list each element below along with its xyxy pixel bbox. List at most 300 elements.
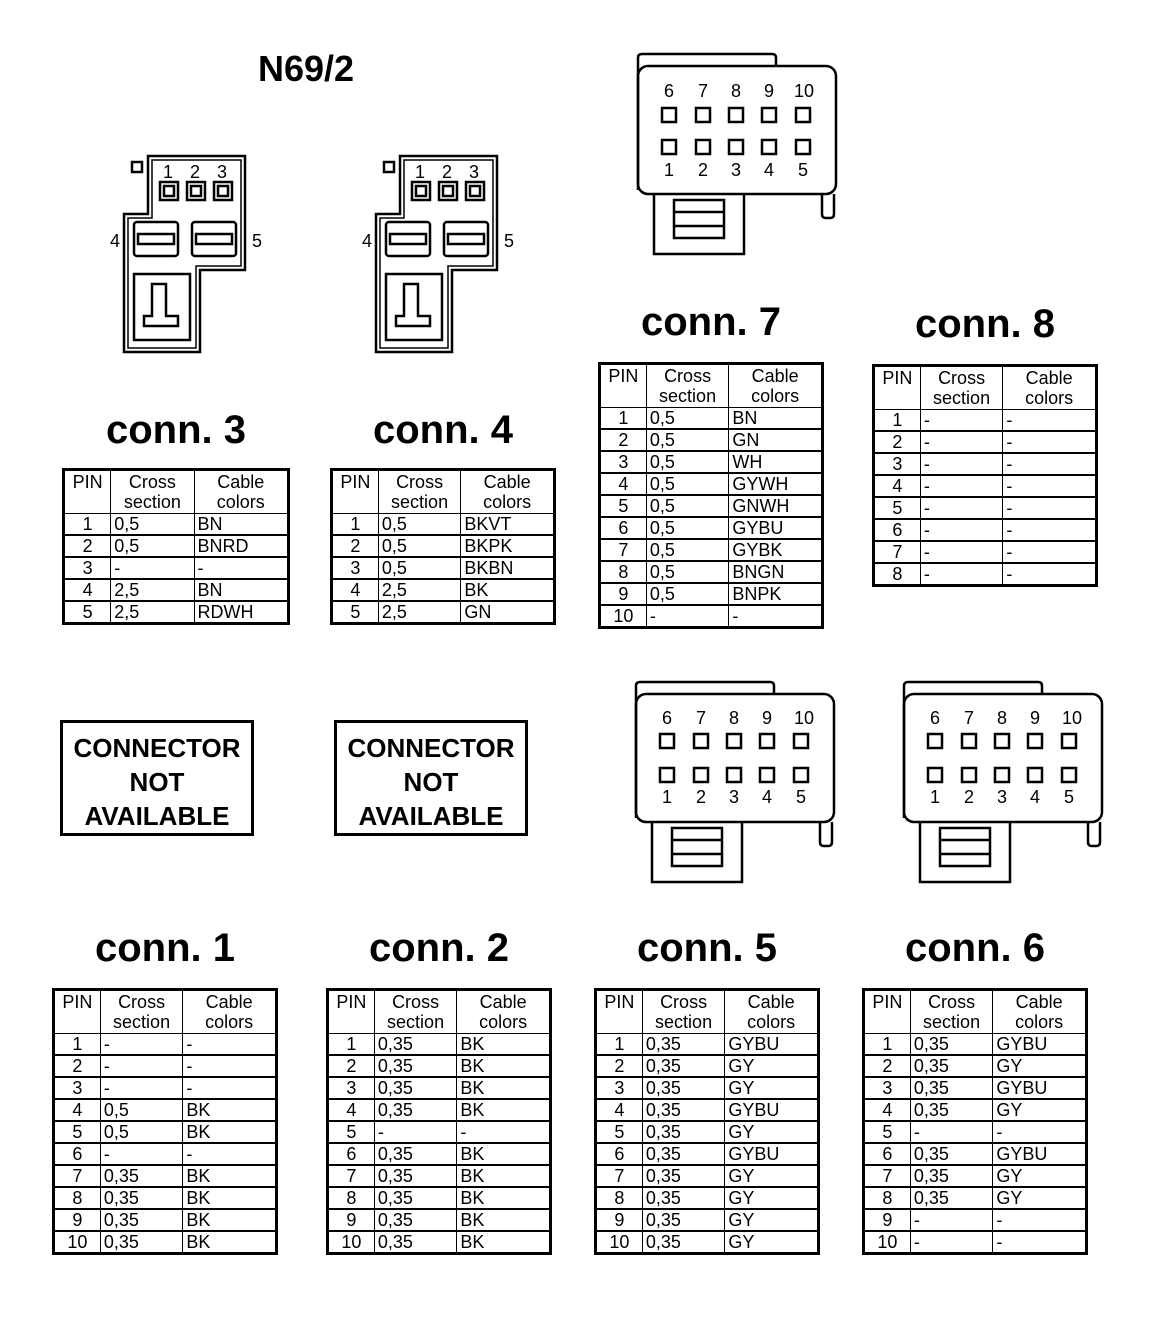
header-pin-text: PIN: [336, 992, 367, 1012]
pin-cell: 8: [328, 1187, 375, 1209]
table-row: [54, 1034, 277, 1056]
header-pin-text: PIN: [604, 992, 635, 1012]
cable-color-cell: BNGN: [729, 561, 823, 583]
table-row: [332, 557, 555, 579]
cross-section-cell: 0,35: [910, 1099, 993, 1121]
conn5-pin-label: 8: [729, 708, 740, 728]
cable-color-cell: BK: [183, 1209, 277, 1231]
cross-section-cell: 0,35: [642, 1187, 725, 1209]
cross-section-cell: 0,35: [374, 1143, 457, 1165]
table-row: [874, 519, 1097, 541]
conn7-pin-label: 2: [698, 160, 709, 180]
cable-color-cell: BK: [183, 1231, 277, 1254]
conn7-pin-label: 4: [764, 160, 775, 180]
table-row: [64, 601, 289, 624]
header-section-text: section: [933, 388, 991, 408]
cable-color-cell: GN: [729, 429, 823, 451]
header-cable-text: Cable: [1015, 992, 1063, 1012]
cross-section-cell: 0,35: [642, 1231, 725, 1254]
table-row: [874, 497, 1097, 519]
pin-cell: 8: [864, 1187, 911, 1209]
conn6-pin-label: 7: [964, 708, 975, 728]
conn5-pin-label: 1: [662, 787, 673, 807]
conn4-pin-label: 2: [442, 162, 453, 182]
pin-cell: 6: [54, 1143, 101, 1165]
cross-section-cell: 0,35: [100, 1209, 183, 1231]
conn5-pin-label: 6: [662, 708, 673, 728]
cable-color-cell: BK: [457, 1187, 551, 1209]
cable-color-cell: GYWH: [729, 473, 823, 495]
conn6-pin-label: 4: [1030, 787, 1041, 807]
conn1-not-available-box: [60, 720, 254, 836]
table-row: [874, 541, 1097, 563]
not-available-line: CONNECTOR: [347, 733, 515, 763]
column-header: [729, 364, 823, 408]
table-row: [600, 408, 823, 430]
conn6-pin-label: 2: [964, 787, 975, 807]
table-row: [64, 535, 289, 557]
pin-cell: 2: [54, 1055, 101, 1077]
table-row: [596, 1209, 819, 1231]
column-header: [596, 990, 643, 1034]
pin-cell: 10: [596, 1231, 643, 1254]
header-section-text: section: [923, 1012, 981, 1032]
cross-section-cell: 0,35: [642, 1034, 725, 1056]
cross-section-cell: 0,5: [378, 514, 461, 536]
table-row: [328, 1034, 551, 1056]
table-row: [54, 1209, 277, 1231]
pin-cell: 1: [596, 1034, 643, 1056]
column-header: [600, 364, 647, 408]
pin-cell: 10: [54, 1231, 101, 1254]
conn6-pin-label: 6: [930, 708, 941, 728]
conn6-drawing: [898, 678, 1108, 888]
pin-cell: 9: [596, 1209, 643, 1231]
pin-cell: 6: [596, 1143, 643, 1165]
table-row: [864, 1034, 1087, 1056]
pin-cell: 1: [600, 408, 647, 430]
cable-color-cell: BKBN: [461, 557, 555, 579]
pin-cell: 7: [600, 539, 647, 561]
not-available-line: AVAILABLE: [358, 801, 504, 831]
pin-cell: 1: [864, 1034, 911, 1056]
conn5-pin-label: 4: [762, 787, 773, 807]
cross-section-cell: 0,35: [374, 1055, 457, 1077]
column-header: [328, 990, 375, 1034]
conn5-pin-label: 3: [729, 787, 740, 807]
cross-section-cell: 0,35: [910, 1187, 993, 1209]
header-cross-text: Cross: [392, 992, 440, 1012]
pin-cell: 9: [600, 583, 647, 605]
cross-section-cell: 0,5: [646, 561, 729, 583]
cable-color-cell: BK: [461, 579, 555, 601]
column-header: [54, 990, 101, 1034]
table-header-row: [874, 366, 1097, 410]
table-row: [64, 514, 289, 536]
table-row: [332, 579, 555, 601]
cross-section-cell: 0,5: [646, 451, 729, 473]
table-row: [64, 557, 289, 579]
cross-section-cell: 0,35: [910, 1077, 993, 1099]
table-row: [596, 1231, 819, 1254]
table-row: [54, 1077, 277, 1099]
cross-section-cell: -: [374, 1121, 457, 1143]
pin-cell: 1: [332, 514, 379, 536]
header-section-text: section: [655, 1012, 713, 1032]
cable-color-cell: GY: [725, 1165, 819, 1187]
conn7-title: conn. 7: [640, 300, 782, 344]
conn3-pin-label: 1: [163, 162, 174, 182]
cross-section-cell: 0,35: [100, 1231, 183, 1254]
cross-section-cell: 0,35: [910, 1165, 993, 1187]
header-cable-text: Cable: [205, 992, 253, 1012]
pin-cell: 5: [64, 601, 111, 624]
not-available-line: AVAILABLE: [84, 801, 230, 831]
pin-cell: 5: [54, 1121, 101, 1143]
header-pin-text: PIN: [62, 992, 93, 1012]
cable-color-cell: GYBU: [729, 517, 823, 539]
pin-cell: 4: [596, 1099, 643, 1121]
conn2-not-available-box: [334, 720, 528, 836]
pin-cell: 3: [54, 1077, 101, 1099]
header-colors-text: colors: [751, 386, 800, 406]
table-row: [332, 535, 555, 557]
cross-section-cell: 0,5: [100, 1099, 183, 1121]
cross-section-cell: -: [910, 1121, 993, 1143]
cable-color-cell: -: [183, 1034, 277, 1056]
cross-section-cell: 0,5: [646, 408, 729, 430]
table-row: [864, 1209, 1087, 1231]
pin-cell: 1: [874, 410, 921, 432]
conn8-pin-table: [872, 364, 1098, 587]
conn5-pin-label: 9: [762, 708, 773, 728]
pin-cell: 3: [332, 557, 379, 579]
cable-color-cell: GYBU: [993, 1077, 1087, 1099]
cable-color-cell: BK: [183, 1165, 277, 1187]
cable-color-cell: -: [1003, 519, 1097, 541]
pin-cell: 8: [54, 1187, 101, 1209]
conn6-pin-table: [862, 988, 1088, 1255]
header-pin-text: PIN: [72, 472, 103, 492]
cable-color-cell: -: [194, 557, 289, 579]
cable-color-cell: BK: [457, 1034, 551, 1056]
header-colors-text: colors: [747, 1012, 796, 1032]
cross-section-cell: -: [646, 605, 729, 628]
cable-color-cell: GY: [725, 1121, 819, 1143]
cable-color-cell: GY: [993, 1187, 1087, 1209]
pin-cell: 2: [332, 535, 379, 557]
pin-cell: 5: [596, 1121, 643, 1143]
cross-section-cell: 2,5: [378, 601, 461, 624]
table-row: [600, 451, 823, 473]
column-header: [920, 366, 1003, 410]
cross-section-cell: 0,35: [374, 1209, 457, 1231]
table-row: [864, 1143, 1087, 1165]
conn7-pin-label: 10: [794, 81, 815, 101]
conn7-pin-label: 1: [664, 160, 675, 180]
table-row: [328, 1231, 551, 1254]
conn3-title: conn. 3: [105, 408, 247, 452]
pin-cell: 9: [328, 1209, 375, 1231]
header-cable-text: Cable: [479, 992, 527, 1012]
cable-color-cell: -: [1003, 563, 1097, 586]
header-cable-text: Cable: [483, 472, 531, 492]
cross-section-cell: 0,35: [374, 1099, 457, 1121]
table-row: [328, 1187, 551, 1209]
conn3-pin-label: 5: [252, 231, 263, 251]
cable-color-cell: BKVT: [461, 514, 555, 536]
cross-section-cell: 0,35: [642, 1143, 725, 1165]
pin-cell: 2: [874, 431, 921, 453]
table-header-row: [596, 990, 819, 1034]
pin-cell: 10: [600, 605, 647, 628]
pin-cell: 4: [54, 1099, 101, 1121]
pin-cell: 4: [600, 473, 647, 495]
cross-section-cell: -: [920, 431, 1003, 453]
conn6-pin-label: 3: [997, 787, 1008, 807]
cross-section-cell: -: [910, 1231, 993, 1254]
pin-cell: 8: [874, 563, 921, 586]
cable-color-cell: -: [1003, 453, 1097, 475]
cross-section-cell: 0,35: [642, 1099, 725, 1121]
cable-color-cell: GY: [725, 1231, 819, 1254]
pin-cell: 10: [328, 1231, 375, 1254]
conn4-pin-label: 5: [504, 231, 515, 251]
conn5-pin-label: 7: [696, 708, 707, 728]
cable-color-cell: BN: [194, 514, 289, 536]
pin-cell: 4: [64, 579, 111, 601]
cross-section-cell: 0,35: [642, 1165, 725, 1187]
cable-color-cell: BK: [457, 1055, 551, 1077]
cross-section-cell: 0,5: [378, 557, 461, 579]
cross-section-cell: 0,5: [111, 514, 194, 536]
cable-color-cell: BK: [183, 1121, 277, 1143]
header-section-text: section: [391, 492, 449, 512]
cross-section-cell: -: [100, 1034, 183, 1056]
pin-cell: 8: [600, 561, 647, 583]
pin-cell: 5: [332, 601, 379, 624]
table-row: [596, 1187, 819, 1209]
conn7-pin-label: 8: [731, 81, 742, 101]
conn6-pin-label: 8: [997, 708, 1008, 728]
header-cross-text: Cross: [928, 992, 976, 1012]
conn5-drawing: [630, 678, 840, 888]
conn6-pin-label: 10: [1062, 708, 1083, 728]
cable-color-cell: RDWH: [194, 601, 289, 624]
cross-section-cell: 0,5: [646, 583, 729, 605]
cross-section-cell: -: [100, 1077, 183, 1099]
column-header: [1003, 366, 1097, 410]
conn7-pin-label: 6: [664, 81, 675, 101]
table-row: [54, 1187, 277, 1209]
column-header: [461, 470, 555, 514]
header-colors-text: colors: [479, 1012, 528, 1032]
conn5-pin-label: 5: [796, 787, 807, 807]
table-header-row: [600, 364, 823, 408]
header-cable-text: Cable: [1025, 368, 1073, 388]
header-pin-text: PIN: [872, 992, 903, 1012]
pin-cell: 7: [596, 1165, 643, 1187]
cable-color-cell: BN: [194, 579, 289, 601]
cable-color-cell: BKPK: [461, 535, 555, 557]
cross-section-cell: -: [920, 410, 1003, 432]
cable-color-cell: GYBK: [729, 539, 823, 561]
pin-cell: 6: [864, 1143, 911, 1165]
column-header: [378, 470, 461, 514]
pin-cell: 7: [54, 1165, 101, 1187]
conn5-pin-label: 10: [794, 708, 815, 728]
table-row: [596, 1077, 819, 1099]
column-header: [332, 470, 379, 514]
conn2-pin-table: [326, 988, 552, 1255]
table-row: [874, 453, 1097, 475]
cross-section-cell: 0,35: [910, 1034, 993, 1056]
table-header-row: [332, 470, 555, 514]
pin-cell: 6: [600, 517, 647, 539]
cable-color-cell: GYBU: [725, 1099, 819, 1121]
cable-color-cell: -: [183, 1143, 277, 1165]
table-row: [864, 1187, 1087, 1209]
table-row: [600, 429, 823, 451]
table-row: [332, 601, 555, 624]
pin-cell: 2: [64, 535, 111, 557]
cable-color-cell: -: [993, 1209, 1087, 1231]
header-pin-text: PIN: [340, 472, 371, 492]
table-header-row: [864, 990, 1087, 1034]
column-header: [910, 990, 993, 1034]
table-row: [596, 1055, 819, 1077]
table-row: [328, 1055, 551, 1077]
cable-color-cell: BK: [457, 1143, 551, 1165]
header-colors-text: colors: [1025, 388, 1074, 408]
table-row: [596, 1165, 819, 1187]
cable-color-cell: -: [1003, 410, 1097, 432]
pin-cell: 7: [328, 1165, 375, 1187]
header-section-text: section: [387, 1012, 445, 1032]
pin-cell: 8: [596, 1187, 643, 1209]
conn2-title: conn. 2: [368, 926, 510, 970]
conn6-pin-label: 5: [1064, 787, 1075, 807]
header-cross-text: Cross: [664, 366, 712, 386]
table-header-row: [328, 990, 551, 1034]
cable-color-cell: GY: [725, 1187, 819, 1209]
cable-color-cell: -: [1003, 431, 1097, 453]
not-available-line: NOT: [129, 767, 185, 797]
table-row: [596, 1143, 819, 1165]
conn7-pin-label: 5: [798, 160, 809, 180]
pin-cell: 6: [874, 519, 921, 541]
column-header: [374, 990, 457, 1034]
pin-cell: 3: [328, 1077, 375, 1099]
conn4-drawing: [352, 150, 532, 360]
cable-color-cell: -: [1003, 541, 1097, 563]
table-row: [600, 517, 823, 539]
header-section-text: section: [113, 1012, 171, 1032]
pin-cell: 5: [600, 495, 647, 517]
pin-cell: 2: [596, 1055, 643, 1077]
header-pin-text: PIN: [608, 366, 639, 386]
cross-section-cell: -: [111, 557, 194, 579]
cross-section-cell: -: [920, 497, 1003, 519]
pin-cell: 3: [596, 1077, 643, 1099]
cross-section-cell: 0,35: [100, 1165, 183, 1187]
pin-cell: 4: [874, 475, 921, 497]
conn7-pin-label: 9: [764, 81, 775, 101]
table-row: [864, 1055, 1087, 1077]
table-row: [328, 1099, 551, 1121]
cable-color-cell: BK: [183, 1187, 277, 1209]
column-header: [993, 990, 1087, 1034]
header-colors-text: colors: [216, 492, 265, 512]
pin-cell: 2: [328, 1055, 375, 1077]
pin-cell: 1: [64, 514, 111, 536]
not-available-line: NOT: [403, 767, 459, 797]
column-header: [183, 990, 277, 1034]
table-row: [332, 514, 555, 536]
cable-color-cell: -: [1003, 497, 1097, 519]
header-cross-text: Cross: [396, 472, 444, 492]
table-row: [64, 579, 289, 601]
cable-color-cell: GY: [993, 1165, 1087, 1187]
conn6-title: conn. 6: [904, 926, 1046, 970]
cable-color-cell: BK: [457, 1165, 551, 1187]
table-row: [874, 475, 1097, 497]
cross-section-cell: 0,35: [374, 1034, 457, 1056]
document-title: N69/2: [258, 48, 355, 89]
header-section-text: section: [123, 492, 181, 512]
header-cable-text: Cable: [217, 472, 265, 492]
cross-section-cell: -: [920, 541, 1003, 563]
table-row: [54, 1055, 277, 1077]
pin-cell: 10: [864, 1231, 911, 1254]
cable-color-cell: GN: [461, 601, 555, 624]
header-cross-text: Cross: [118, 992, 166, 1012]
table-row: [328, 1143, 551, 1165]
cable-color-cell: GYBU: [725, 1034, 819, 1056]
conn4-pin-label: 4: [362, 231, 373, 251]
pin-cell: 6: [328, 1143, 375, 1165]
pin-cell: 4: [328, 1099, 375, 1121]
pin-cell: 2: [864, 1055, 911, 1077]
table-row: [600, 473, 823, 495]
pin-cell: 3: [64, 557, 111, 579]
table-row: [600, 583, 823, 605]
header-cable-text: Cable: [751, 366, 799, 386]
column-header: [111, 470, 194, 514]
column-header: [194, 470, 289, 514]
cross-section-cell: 2,5: [111, 601, 194, 624]
header-colors-text: colors: [205, 1012, 254, 1032]
cross-section-cell: 0,35: [642, 1121, 725, 1143]
table-row: [864, 1165, 1087, 1187]
header-section-text: section: [659, 386, 717, 406]
cross-section-cell: 0,5: [111, 535, 194, 557]
cross-section-cell: 2,5: [111, 579, 194, 601]
conn1-pin-table: [52, 988, 278, 1255]
conn1-title: conn. 1: [94, 926, 236, 970]
header-cross-text: Cross: [660, 992, 708, 1012]
cable-color-cell: BK: [457, 1077, 551, 1099]
cross-section-cell: 0,5: [100, 1121, 183, 1143]
cross-section-cell: 0,5: [646, 473, 729, 495]
pin-cell: 1: [54, 1034, 101, 1056]
cross-section-cell: -: [920, 519, 1003, 541]
table-row: [328, 1121, 551, 1143]
column-header: [646, 364, 729, 408]
cross-section-cell: -: [100, 1143, 183, 1165]
pin-cell: 5: [874, 497, 921, 519]
column-header: [864, 990, 911, 1034]
